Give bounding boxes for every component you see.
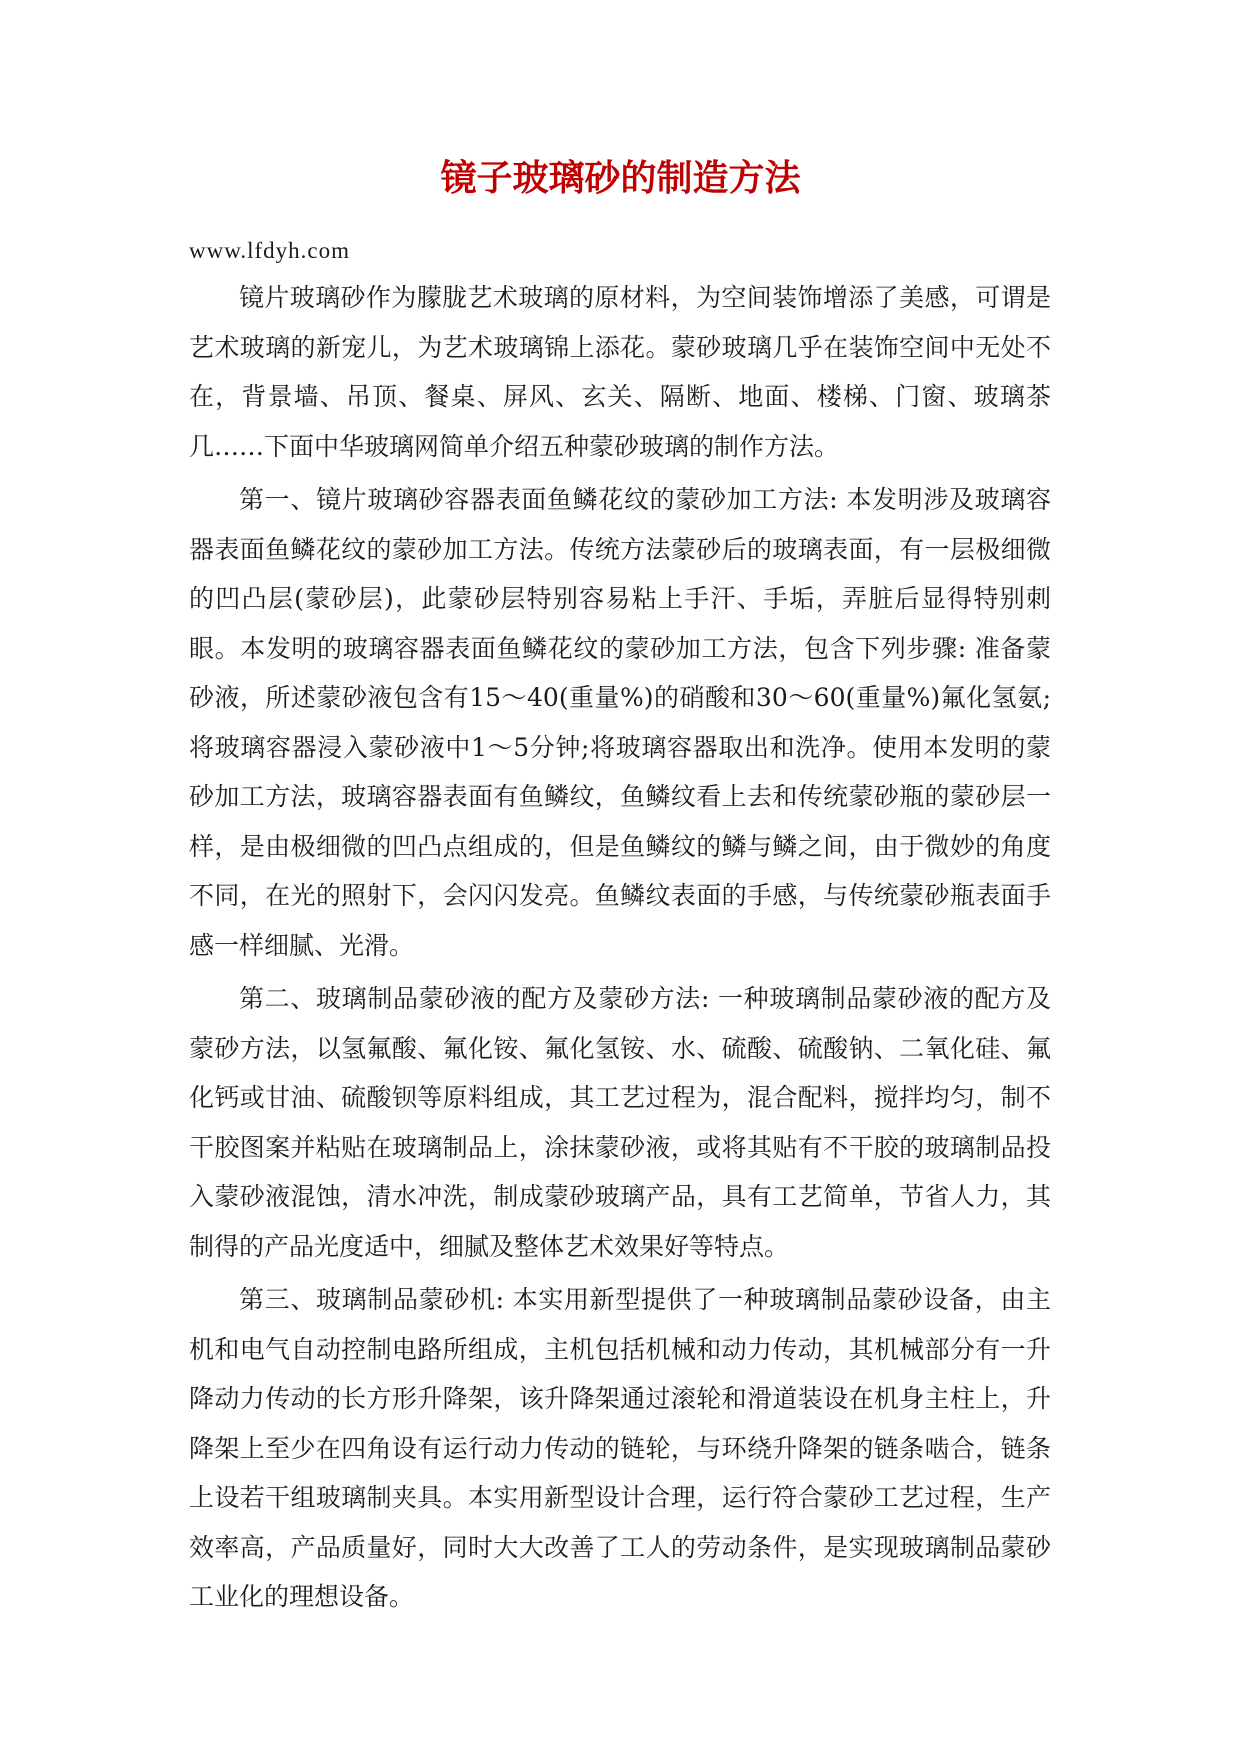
page-title: 镜子玻璃砂的制造方法: [440, 157, 801, 199]
paragraph-method-2: 第二、玻璃制品蒙砂液的配方及蒙砂方法: 一种玻璃制品蒙砂液的配方及蒙砂方法，以氢氟酸、氟化铵、氟化氢铵、水、硫酸、硫酸钠、二氧化硅、氟化钙或甘油、硫酸钡等原料组成，其工艺过程为，混合配料，搅拌均匀，制不干胶图案并粘贴在玻璃制品上，涂抹蒙砂液，或将其贴有不干胶的玻璃制品投入蒙砂液混蚀，清水冲洗，制成蒙砂玻璃产品，具有工艺简单，节省人力，其制得的产品光度适中，细腻及整体艺术效果好等特点。: [189, 984, 1051, 1261]
paragraph-intro: 镜片玻璃砂作为朦胧艺术玻璃的原材料，为空间装饰增添了美感，可谓是艺术玻璃的新宠儿，为艺术玻璃锦上添花。蒙砂玻璃几乎在装饰空间中无处不在，背景墙、吊顶、餐桌、屏风、玄关、隔断、地面、楼梯、门窗、玻璃茶几……下面中华玻璃网简单介绍五种蒙砂玻璃的制作方法。: [189, 283, 1051, 461]
paragraph-method-1: 第一、镜片玻璃砂容器表面鱼鳞花纹的蒙砂加工方法: 本发明涉及玻璃容器表面鱼鳞花纹的蒙砂加工方法。传统方法蒙砂后的玻璃表面，有一层极细微的凹凸层(蒙砂层)，此蒙砂层特别容易粘上手汗、手垢，弄脏后显得特别刺眼。本发明的玻璃容器表面鱼鳞花纹的蒙砂加工方法，包含下列步骤: 准备蒙砂液，所述蒙砂液包含有15～40(重量%)的硝酸和30～60(重量%)氟化氢氨;将玻璃容器浸入蒙砂液中1～5分钟;将玻璃容器取出和洗净。使用本发明的蒙砂加工方法，玻璃容器表面有鱼鳞纹，鱼鳞纹看上去和传统蒙砂瓶的蒙砂层一样，是由极细微的凹凸点组成的，但是鱼鳞纹的鳞与鳞之间，由于微妙的角度不同，在光的照射下，会闪闪发亮。鱼鳞纹表面的手感，与传统蒙砂瓶表面手感一样细腻、光滑。: [189, 485, 1051, 960]
source-url: www.lfdyh.com: [189, 238, 350, 263]
paragraph-method-3: 第三、玻璃制品蒙砂机: 本实用新型提供了一种玻璃制品蒙砂设备，由主机和电气自动控制电路所组成，主机包括机械和动力传动，其机械部分有一升降动力传动的长方形升降架，该升降架通过滚轮和滑道装设在机身主柱上，升降架上至少在四角设有运行动力传动的链轮，与环绕升降架的链条啮合，链条上设若干组玻璃制夹具。本实用新型设计合理，运行符合蒙砂工艺过程，生产效率高，产品质量好，同时大大改善了工人的劳动条件，是实现玻璃制品蒙砂工业化的理想设备。: [189, 1285, 1051, 1611]
document-body: [189, 228, 1051, 1626]
